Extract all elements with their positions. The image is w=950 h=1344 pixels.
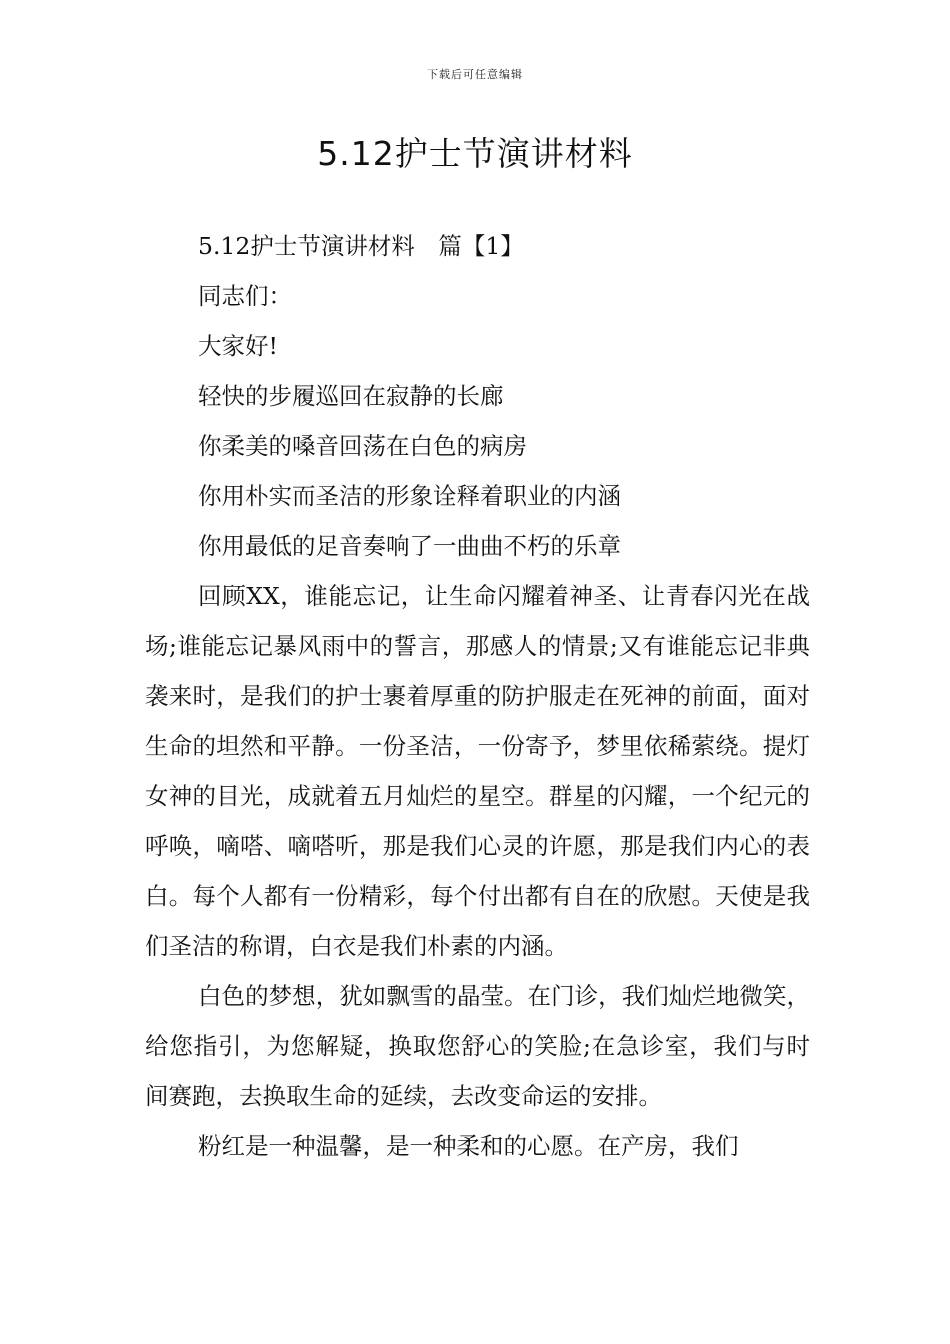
body-paragraph: 粉红是一种温馨，是一种柔和的心愿。在产房，我们 bbox=[198, 1132, 739, 1160]
verse-line: 你用朴实而圣洁的形象诠释着职业的内涵 bbox=[198, 482, 621, 510]
verse-line: 你柔美的嗓音回荡在白色的病房 bbox=[198, 432, 527, 460]
document-body bbox=[145, 221, 810, 1171]
section-heading: 5.12护士节演讲材料 篇【1】 bbox=[198, 232, 524, 260]
verse-line: 轻快的步履巡回在寂静的长廊 bbox=[198, 382, 504, 410]
header-note: 下载后可任意编辑 bbox=[427, 68, 523, 81]
salutation: 同志们： bbox=[198, 282, 292, 310]
document-title: 5.12护士节演讲材料 bbox=[317, 134, 633, 173]
body-paragraph: 白色的梦想，犹如飘雪的晶莹。在门诊，我们灿烂地微笑，给您指引，为您解疑，换取您舒心的笑脸;在急诊室，我们与时间赛跑，去换取生命的延续，去改变命运的安排。 bbox=[145, 982, 810, 1110]
body-paragraph: 回顾XX，谁能忘记，让生命闪耀着神圣、让青春闪光在战场;谁能忘记暴风雨中的誓言，那感人的情景;又有谁能忘记非典袭来时，是我们的护士裹着厚重的防护服走在死神的前面，面对生命的坦然和平静。一份圣洁，一份寄予，梦里依稀萦绕。提灯女神的目光，成就着五月灿烂的星空。群星的闪耀，一个纪元的呼唤，嘀嗒、嘀嗒听，那是我们心灵的许愿，那是我们内心的表白。每个人都有一份精彩，每个付出都有自在的欣慰。天使是我们圣洁的称谓，白衣是我们朴素的内涵。 bbox=[145, 582, 810, 960]
greeting: 大家好! bbox=[198, 332, 278, 360]
verse-line: 你用最低的足音奏响了一曲曲不朽的乐章 bbox=[198, 532, 621, 560]
